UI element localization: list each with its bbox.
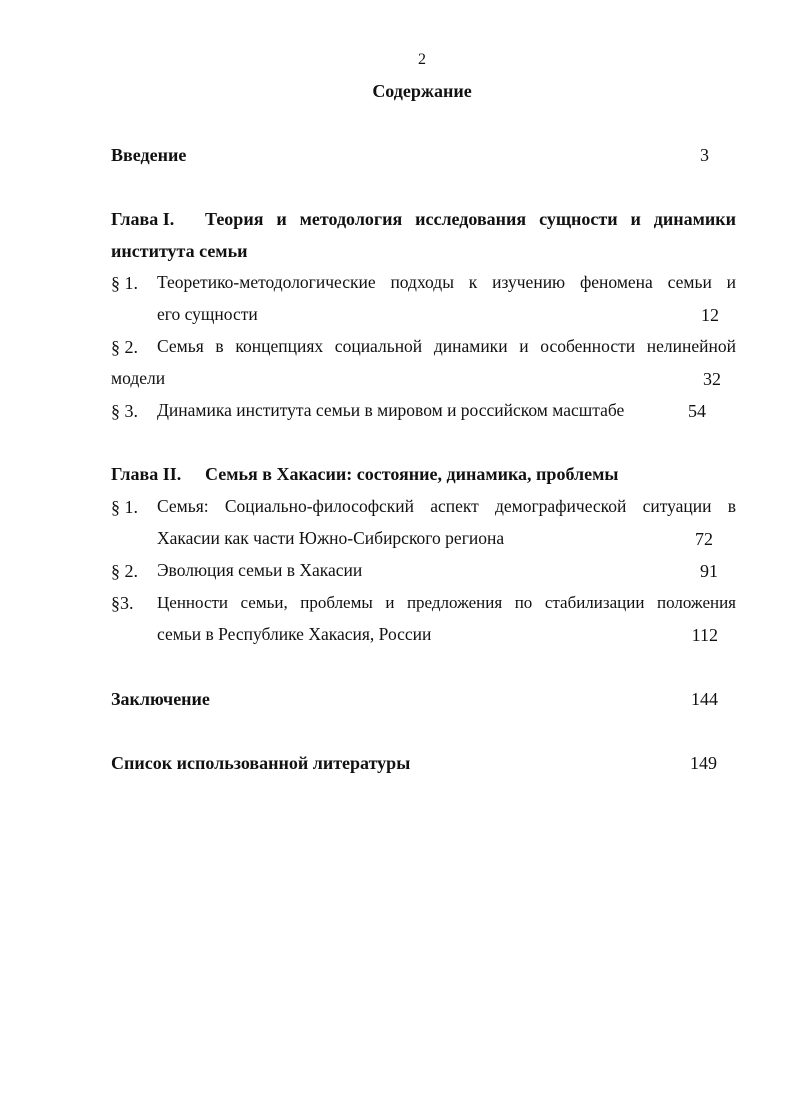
- page-title: Содержание: [372, 81, 472, 101]
- chapter1-section2-line1[interactable]: Семья в концепциях социальной динамики и особенности нелинейной: [157, 336, 736, 356]
- page-number: 2: [418, 51, 426, 68]
- chapter2-section2-line1[interactable]: Эволюция семьи в Хакасии: [157, 560, 363, 580]
- chapter1-section3-page: 54: [688, 401, 706, 421]
- chapter1-section1-line2[interactable]: его сущности: [157, 304, 258, 324]
- toc-bibliography-page: 149: [690, 753, 717, 773]
- chapter1-section1-mark: § 1.: [111, 273, 138, 293]
- toc-conclusion-page: 144: [691, 689, 718, 709]
- chapter2-section1-line2[interactable]: Хакасии как части Южно-Сибирского региона: [157, 528, 505, 548]
- chapter1-label[interactable]: Глава I.: [111, 209, 175, 229]
- toc-intro-page: 3: [700, 145, 709, 165]
- toc-bibliography-label[interactable]: Список использованной литературы: [111, 753, 411, 773]
- chapter2-label[interactable]: Глава II.: [111, 464, 182, 484]
- chapter1-section3-line1[interactable]: Динамика института семьи в мировом и российском масштабе: [157, 400, 625, 420]
- chapter2-section3-line1[interactable]: Ценности семьи, проблемы и предложения по стабилизации положения: [157, 593, 736, 612]
- chapter1-section3-mark: § 3.: [111, 401, 138, 421]
- chapter2-section3-page: 112: [691, 625, 718, 645]
- chapter1-section1-line1[interactable]: Теоретико-методологические подходы к изучению феномена семьи и: [157, 272, 736, 292]
- chapter1-title-line1[interactable]: Теория и методология исследования сущности и динамики: [205, 209, 736, 229]
- toc-intro-label[interactable]: Введение: [111, 145, 187, 165]
- chapter2-section1-mark: § 1.: [111, 497, 138, 517]
- chapter2-title[interactable]: Семья в Хакасии: состояние, динамика, проблемы: [205, 464, 619, 484]
- chapter2-section1-line1[interactable]: Семья: Социально-философский аспект демографической ситуации в: [157, 496, 736, 516]
- chapter2-section3-mark: §3.: [111, 593, 134, 613]
- toc-conclusion-label[interactable]: Заключение: [111, 689, 210, 709]
- chapter1-section2-page: 32: [703, 369, 721, 389]
- chapter1-section2-mark: § 2.: [111, 337, 138, 357]
- chapter2-section2-mark: § 2.: [111, 561, 138, 581]
- chapter1-section1-page: 12: [701, 305, 719, 325]
- chapter2-section1-page: 72: [695, 529, 713, 549]
- chapter1-section2-line2[interactable]: модели: [111, 368, 166, 388]
- chapter2-section3-line2[interactable]: семьи в Республике Хакасия, России: [157, 624, 432, 644]
- chapter2-section2-page: 91: [700, 561, 718, 581]
- chapter1-title-line2[interactable]: института семьи: [111, 241, 248, 261]
